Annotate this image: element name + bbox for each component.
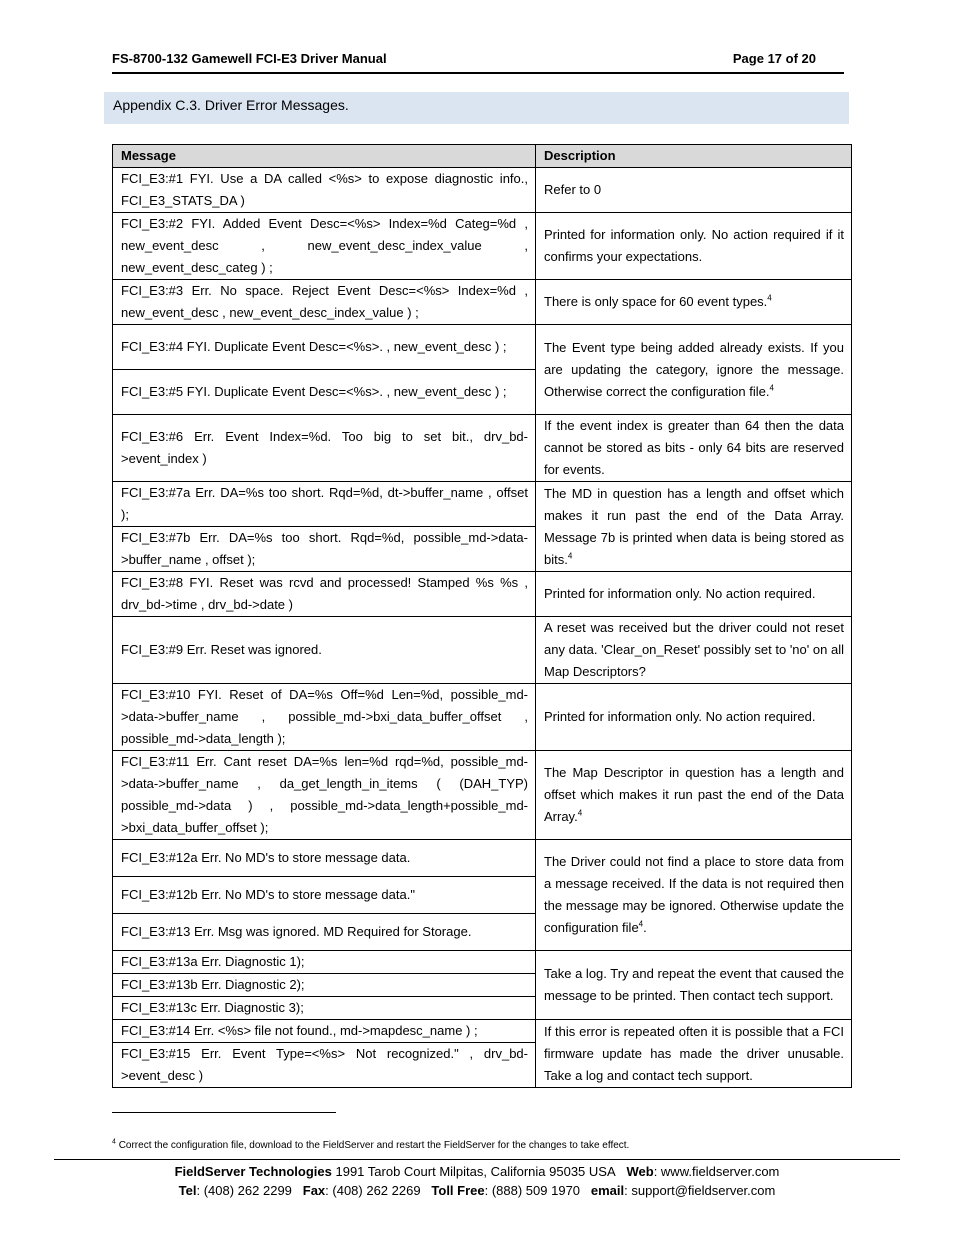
description-cell: A reset was received but the driver could not reset any data. 'Clear_on_Reset' possibly set to 'no' on all Map Descriptors? xyxy=(536,617,852,684)
message-cell: FCI_E3:#5 FYI. Duplicate Event Desc=<%s>. , new_event_desc ) ; xyxy=(113,370,536,415)
footer-address: 1991 Tarob Court Milpitas, California 95035 USA xyxy=(335,1164,616,1179)
message-cell: FCI_E3:#13b Err. Diagnostic 2); xyxy=(113,974,536,997)
message-cell: FCI_E3:#13c Err. Diagnostic 3); xyxy=(113,997,536,1020)
description-text: The Map Descriptor in question has a length and offset which makes it run past the end of the Data Array. xyxy=(544,765,844,824)
message-cell: FCI_E3:#6 Err. Event Index=%d. Too big to set bit., drv_bd->event_index ) xyxy=(113,415,536,482)
table-row xyxy=(113,572,852,617)
description-cell: If the event index is greater than 64 then the data cannot be stored as bits - only 64 bits are reserved for events. xyxy=(536,415,852,482)
footnote-ref: 4 xyxy=(577,808,583,818)
table-row xyxy=(113,280,852,325)
description-text: The MD in question has a length and offset which makes it run past the end of the Data Array. Message 7b is printed when data is being stored as bits. xyxy=(544,485,844,567)
footnote-text: Correct the configuration file, download to the FieldServer and restart the FieldServer for the changes to take effect. xyxy=(118,1140,630,1151)
footer-line-1 xyxy=(0,1164,954,1179)
table-row xyxy=(113,951,852,974)
description-period: . xyxy=(643,920,647,935)
description-text: The Driver could not find a place to store data from a message received. If the data is not required then the message may be ignored. Otherwise update the configuration file xyxy=(544,854,844,935)
table-row xyxy=(113,840,852,877)
table-row xyxy=(113,168,852,213)
description-cell: Take a log. Try and repeat the event that caused the message to be printed. Then contact tech support. xyxy=(536,951,852,1020)
footer-email-label: email xyxy=(590,1183,625,1198)
footnote xyxy=(112,1140,629,1151)
table-row xyxy=(113,415,852,482)
table-row xyxy=(113,482,852,527)
table-row xyxy=(113,751,852,840)
message-cell: FCI_E3:#7b Err. DA=%s too short. Rqd=%d, possible_md->data->buffer_name , offset ); xyxy=(113,527,536,572)
page-number: Page 17 of 20 xyxy=(732,51,816,66)
message-cell: FCI_E3:#8 FYI. Reset was rcvd and processed! Stamped %s %s , drv_bd->time , drv_bd->date ) xyxy=(113,572,536,617)
description-text: There is only space for 60 event types. xyxy=(544,294,768,309)
column-header-description: Description xyxy=(536,145,852,168)
message-cell: FCI_E3:#12b Err. No MD's to store message data." xyxy=(113,877,536,914)
table-row xyxy=(113,617,852,684)
message-cell: FCI_E3:#15 Err. Event Type=<%s> Not recognized." , drv_bd->event_desc ) xyxy=(113,1043,536,1088)
message-cell: FCI_E3:#4 FYI. Duplicate Event Desc=<%s>. , new_event_desc ) ; xyxy=(113,325,536,370)
table-row xyxy=(113,1020,852,1043)
description-cell xyxy=(536,325,852,415)
footer-line-2 xyxy=(0,1183,954,1198)
header-divider xyxy=(112,72,844,74)
footnote-ref: 4 xyxy=(638,919,644,929)
footer-web-label: Web xyxy=(626,1164,654,1179)
message-cell: FCI_E3:#9 Err. Reset was ignored. xyxy=(113,617,536,684)
footer-tel: : (408) 262 2299 xyxy=(196,1183,292,1198)
table-row xyxy=(113,325,852,370)
description-cell xyxy=(536,751,852,840)
table-row xyxy=(113,684,852,751)
footnote-ref: 4 xyxy=(567,551,573,561)
message-cell: FCI_E3:#3 Err. No space. Reject Event Desc=<%s> Index=%d , new_event_desc , new_event_desc_index_value ) ; xyxy=(113,280,536,325)
footnote-ref: 4 xyxy=(767,293,772,303)
message-cell: FCI_E3:#11 Err. Cant reset DA=%s len=%d rqd=%d, possible_md->data->buffer_name , da_get_length_in_items ( (DAH_TYP) possible_md->data ) , possible_md->data_length+possible_md->bxi_data_buffer_offset ); xyxy=(113,751,536,840)
footer-email: : support@fieldserver.com xyxy=(624,1183,776,1198)
footer-fax-label: Fax xyxy=(302,1183,326,1198)
message-cell: FCI_E3:#13a Err. Diagnostic 1); xyxy=(113,951,536,974)
description-cell xyxy=(536,280,852,325)
message-cell: FCI_E3:#14 Err. <%s> file not found., md->mapdesc_name ) ; xyxy=(113,1020,536,1043)
footer-divider xyxy=(54,1159,900,1160)
message-cell: FCI_E3:#7a Err. DA=%s too short. Rqd=%d, dt->buffer_name , offset ); xyxy=(113,482,536,527)
message-cell: FCI_E3:#10 FYI. Reset of DA=%s Off=%d Len=%d, possible_md->data->buffer_name , possible_md->bxi_data_buffer_offset , possible_md->data_length ); xyxy=(113,684,536,751)
description-cell xyxy=(536,840,852,951)
footer-tel-label: Tel xyxy=(178,1183,197,1198)
description-cell: Printed for information only. No action required. xyxy=(536,684,852,751)
description-cell xyxy=(536,482,852,572)
footnote-divider xyxy=(112,1112,336,1113)
table-row xyxy=(113,213,852,280)
footer-company: FieldServer Technologies xyxy=(174,1164,332,1179)
description-cell: Printed for information only. No action required if it confirms your expectations. xyxy=(536,213,852,280)
section-title: Appendix C.3. Driver Error Messages. xyxy=(113,97,349,113)
description-cell: Refer to 0 xyxy=(536,168,852,213)
footer-tollfree: : (888) 509 1970 xyxy=(484,1183,581,1198)
message-cell: FCI_E3:#12a Err. No MD's to store message data. xyxy=(113,840,536,877)
section-heading xyxy=(104,92,849,124)
footer-tollfree-label: Toll Free xyxy=(431,1183,485,1198)
description-cell: If this error is repeated often it is possible that a FCI firmware update has made the driver unusable. Take a log and contact tech support. xyxy=(536,1020,852,1088)
footer-fax: : (408) 262 2269 xyxy=(325,1183,421,1198)
table-header-row xyxy=(113,145,852,168)
description-text: The Event type being added already exists. If you are updating the category, ignore the message. Otherwise correct the configuration file. xyxy=(544,339,844,399)
error-messages-table xyxy=(112,144,852,1088)
message-cell: FCI_E3:#13 Err. Msg was ignored. MD Required for Storage. xyxy=(113,914,536,951)
description-cell: Printed for information only. No action required. xyxy=(536,572,852,617)
message-cell: FCI_E3:#2 FYI. Added Event Desc=<%s> Index=%d Categ=%d , new_event_desc , new_event_desc_index_value , new_event_desc_categ ) ; xyxy=(113,213,536,280)
column-header-message: Message xyxy=(113,145,536,168)
footnote-ref: 4 xyxy=(769,383,774,393)
footer-web: : www.fieldserver.com xyxy=(653,1164,780,1179)
document-title: FS-8700-132 Gamewell FCI-E3 Driver Manual xyxy=(112,51,387,66)
message-cell: FCI_E3:#1 FYI. Use a DA called <%s> to expose diagnostic info., FCI_E3_STATS_DA ) xyxy=(113,168,536,213)
footnote-number: 4 xyxy=(112,1138,116,1146)
